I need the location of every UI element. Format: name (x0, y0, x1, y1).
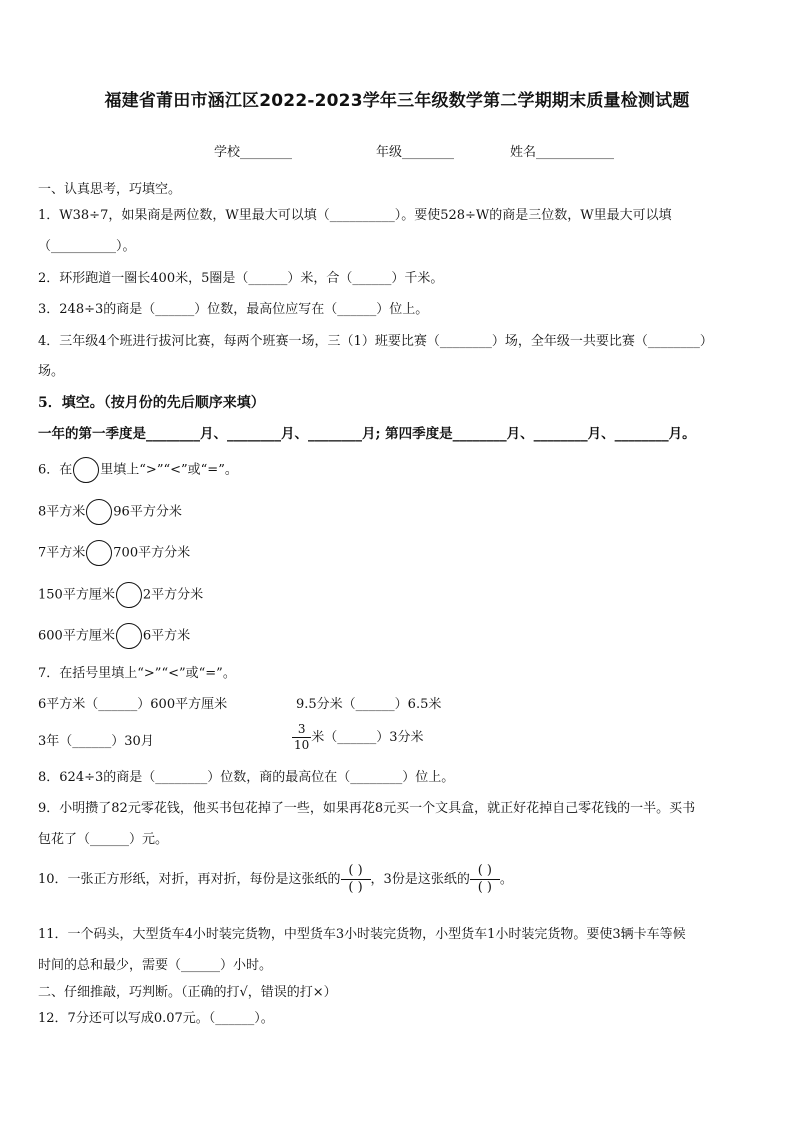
grade-field: 年级________ (376, 145, 455, 160)
row-left: 600平方厘米 (38, 628, 115, 644)
question-6-instruction (38, 457, 238, 484)
blank-fraction (470, 863, 500, 896)
denominator: 10 (294, 738, 310, 752)
row-right: 700平方分米 (113, 545, 191, 561)
question-7-a: 6平方米（______）600平方厘米 (38, 697, 228, 712)
question-5-title: 5．填空。（按月份的先后顺序来填） (38, 395, 265, 411)
question-6-row-3 (38, 582, 203, 609)
question-10-part-2: ，3份是这张纸的 (370, 872, 470, 887)
blank-denominator: ( ) (348, 880, 363, 895)
row-left: 150平方厘米 (38, 587, 115, 603)
blank-numerator: ( ) (470, 863, 500, 880)
fraction (292, 722, 311, 753)
question-7-c: 3年（______）30月 (38, 734, 154, 749)
name-field: 姓名____________ (510, 145, 615, 160)
question-7-d (292, 720, 424, 756)
question-2: 2．环形跑道一圈长400米，5圈是（______）米，合（______）千米。 (38, 271, 444, 286)
row-right: 6平方米 (142, 628, 191, 644)
question-11-line-2: 时间的总和最少，需要（______）小时。 (38, 958, 273, 973)
page-title: 福建省莆田市涵江区2022-2023学年三年级数学第二学期期末质量检测试题 (104, 91, 690, 111)
question-4-line-2: 场。 (38, 364, 65, 379)
question-9-line-2: 包花了（______）元。 (38, 832, 169, 847)
question-6-suffix: 里填上“>”“<”或“=”。 (100, 462, 238, 478)
question-10-part-3: 。 (499, 872, 513, 887)
compare-circle (116, 582, 142, 608)
question-7-d-rest: 米（______）3分米 (311, 730, 424, 745)
question-5-line: 一年的第一季度是________月、________月、________月; 第四季度是________月、________月、________月。 (38, 426, 696, 442)
row-right: 96平方分米 (113, 504, 182, 520)
question-6-prefix: 6．在 (38, 462, 73, 478)
compare-circle (116, 623, 142, 649)
blank-fraction (341, 863, 371, 896)
section-1-heading: 一、认真思考，巧填空。 (38, 182, 182, 197)
question-10-part-1: 10．一张正方形纸，对折，再对折，每份是这张纸的 (38, 872, 341, 887)
question-7-b: 9.5分米（______）6.5米 (296, 697, 442, 712)
question-9-line-1: 9．小明攒了82元零花钱，他买书包花掉了一些，如果再花8元买一个文具盒，就正好花掉自己零花钱的一半。买书 (38, 801, 696, 816)
row-left: 7平方米 (38, 545, 86, 561)
question-1-line-2: （__________）。 (38, 239, 136, 254)
question-10 (38, 862, 513, 898)
question-6-row-4 (38, 623, 190, 650)
blank-numerator: ( ) (341, 863, 371, 880)
question-8: 8．624÷3的商是（________）位数，商的最高位在（________）位上。 (38, 770, 455, 785)
compare-circle (73, 457, 99, 483)
row-right: 2平方分米 (142, 587, 204, 603)
compare-circle (86, 499, 112, 525)
section-2-heading: 二、仔细推敲，巧判断。（正确的打√，错误的打×） (38, 985, 337, 1000)
school-field: 学校________ (214, 145, 293, 160)
question-1-line-1: 1．W38÷7，如果商是两位数，W里最大可以填（__________）。要使528÷W的商是三位数，W里最大可以填 (38, 208, 672, 223)
question-12: 12．7分还可以写成0.07元。（______）。 (38, 1011, 274, 1026)
question-7-title: 7．在括号里填上“>”“<”或“=”。 (38, 666, 236, 681)
question-4-line-1: 4．三年级4个班进行拔河比赛，每两个班赛一场，三（1）班要比赛（________）场，全年级一共要比赛（________） (38, 334, 713, 349)
question-11-line-1: 11．一个码头，大型货车4小时装完货物，中型货车3小时装完货物，小型货车1小时装完货物。要使3辆卡车等候 (38, 927, 686, 942)
blank-denominator: ( ) (477, 880, 492, 895)
question-3: 3．248÷3的商是（______）位数，最高位应写在（______）位上。 (38, 302, 429, 317)
numerator: 3 (292, 722, 311, 738)
question-6-row-2 (38, 540, 190, 567)
compare-circle (86, 540, 112, 566)
row-left: 8平方米 (38, 504, 86, 520)
question-6-row-1 (38, 499, 182, 526)
